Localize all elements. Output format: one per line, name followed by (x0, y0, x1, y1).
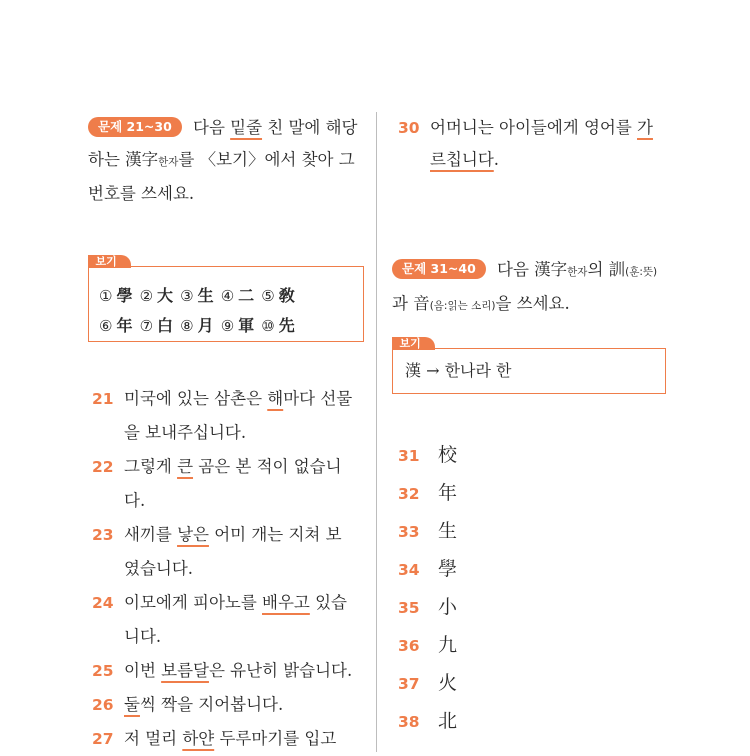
hanja-item-31 (392, 440, 457, 467)
choice-hanja: 學 (116, 286, 133, 305)
question-number: 21 (92, 390, 114, 408)
question-22 (88, 450, 364, 518)
question-number: 27 (92, 730, 114, 748)
left-column (88, 112, 364, 756)
question-text: 마다 선물 (283, 389, 353, 408)
underlined-word: 르칩니다 (430, 150, 494, 169)
hanja-item-35 (392, 592, 457, 619)
problem-badge-31-40: 문제 31~40 (392, 259, 486, 279)
underlined-word: 큰 (177, 457, 194, 476)
question-text: 니다. (124, 627, 162, 646)
choice-number: ⑤ (261, 287, 275, 305)
question-text: 어머니는 아이들에게 영어를 (430, 118, 638, 137)
question-text: 새끼를 (124, 525, 178, 544)
question-number: 22 (92, 458, 114, 476)
bogi-choices-box (88, 255, 364, 342)
instruction-text: 을 쓰세요. (495, 294, 570, 313)
choice-hanja: 月 (197, 316, 214, 335)
hanja-character: 年 (438, 482, 458, 504)
hanja-character: 九 (438, 634, 458, 656)
instruction-text: 친 말에 해당 (262, 118, 358, 137)
question-number: 31 (398, 447, 420, 465)
underlined-word: 보름달 (161, 661, 209, 680)
question-text: 을 보내주십니다. (124, 423, 247, 442)
choice-number: ⑦ (139, 317, 154, 335)
hanja-item-34 (392, 554, 457, 581)
underlined-word: 해 (267, 389, 284, 408)
bogi-choices (89, 267, 363, 341)
choice-hanja: 年 (116, 316, 133, 335)
problem-badge-21-30: 문제 21~30 (88, 117, 182, 137)
instruction-21-30 (88, 112, 364, 210)
question-21 (88, 382, 364, 450)
column-divider (376, 112, 377, 752)
bogi-tag: 보기 (88, 255, 131, 268)
question-text: 은 유난히 밝습니다. (208, 661, 353, 680)
question-number: 24 (92, 594, 114, 612)
instruction-small-text: (음:읽는 소리) (429, 300, 496, 312)
hanja-character: 生 (438, 520, 458, 542)
question-number: 38 (398, 713, 420, 731)
choice-number: ④ (220, 287, 235, 305)
choice-hanja: 敎 (278, 286, 295, 305)
instruction-text: 하는 漢字 (88, 150, 159, 169)
question-number: 36 (398, 637, 420, 655)
choice-hanja: 軍 (238, 316, 255, 335)
question-text: 있습 (309, 593, 347, 612)
choice-row-2 (99, 311, 363, 341)
hanja-item-36 (392, 630, 457, 657)
instruction-underline-word: 밑줄 (230, 118, 263, 137)
underlined-word: 배우고 (262, 593, 310, 612)
question-text: 두루마기를 입고 (214, 729, 337, 748)
question-number: 23 (92, 526, 114, 544)
instruction-31-40 (392, 254, 668, 322)
hanja-character: 北 (438, 710, 458, 732)
underlined-word: 가 (637, 118, 653, 137)
question-text: 어미 개는 지쳐 보 (208, 525, 342, 544)
bogi-tag: 보기 (392, 337, 435, 350)
question-30 (392, 112, 668, 176)
instruction-small-text: 한자 (158, 156, 179, 168)
instruction-small-text: 한자 (567, 266, 588, 278)
hanja-character: 小 (438, 596, 458, 618)
question-number: 34 (398, 561, 420, 579)
question-23 (88, 518, 364, 586)
question-text: 이번 (124, 661, 162, 680)
choice-hanja: 先 (278, 316, 295, 335)
choice-number: ⑩ (261, 317, 275, 335)
instruction-text: 의 訓 (587, 260, 626, 279)
underlined-word: 하얀 (182, 729, 215, 748)
question-text: 그렇게 (124, 457, 178, 476)
question-text: . (493, 150, 500, 169)
choice-number: ⑧ (180, 317, 194, 335)
question-text: 씩 짝을 지어봅니다. (139, 695, 284, 714)
hanja-item-32 (392, 478, 457, 505)
underlined-word: 둘 (124, 695, 140, 714)
question-27 (88, 722, 364, 756)
question-26 (88, 688, 364, 722)
choice-number: ③ (180, 287, 194, 305)
question-number: 32 (398, 485, 420, 503)
question-text: 저 멀리 (124, 729, 183, 748)
question-text: 였습니다. (124, 559, 194, 578)
choice-hanja: 白 (157, 316, 174, 335)
question-text: 곰은 본 적이 없습니 (193, 457, 342, 476)
bogi-example-box (392, 337, 666, 394)
choice-number: ⑨ (220, 317, 235, 335)
instruction-text: 과 音 (392, 294, 430, 313)
questions-21-27 (88, 382, 364, 756)
question-25 (88, 654, 364, 688)
question-number: 30 (398, 119, 420, 137)
underlined-word: 낳은 (177, 525, 209, 544)
question-text: 이모에게 피아노를 (124, 593, 263, 612)
question-number: 25 (92, 662, 114, 680)
instruction-text: 번호를 쓰세요. (88, 184, 195, 203)
instruction-text: 다음 漢字 (491, 260, 568, 279)
right-column (392, 112, 668, 732)
hanja-item-33 (392, 516, 457, 543)
question-number: 37 (398, 675, 420, 693)
choice-number: ② (139, 287, 154, 305)
question-text: 미국에 있는 삼촌은 (124, 389, 268, 408)
instruction-text: 를 〈보기〉에서 찾아 그 (178, 150, 355, 169)
question-number: 33 (398, 523, 420, 541)
bogi-example: 漢 → 한나라 한 (405, 361, 512, 380)
instruction-small-text: (훈:뜻) (625, 266, 658, 278)
question-number: 26 (92, 696, 114, 714)
choice-hanja: 生 (197, 286, 214, 305)
hanja-item-37 (392, 668, 457, 695)
instruction-text: 다음 (187, 118, 231, 137)
choice-hanja: 二 (238, 286, 255, 305)
hanja-character: 學 (438, 558, 458, 580)
choice-number: ① (99, 287, 113, 305)
question-24 (88, 586, 364, 654)
hanja-character: 校 (438, 444, 458, 466)
hanja-item-38 (392, 706, 457, 733)
hanja-character: 火 (438, 672, 458, 694)
choice-hanja: 大 (157, 286, 174, 305)
choice-row-1 (99, 281, 363, 311)
choice-number: ⑥ (99, 317, 113, 335)
question-text: 다. (124, 491, 146, 510)
question-number: 35 (398, 599, 420, 617)
